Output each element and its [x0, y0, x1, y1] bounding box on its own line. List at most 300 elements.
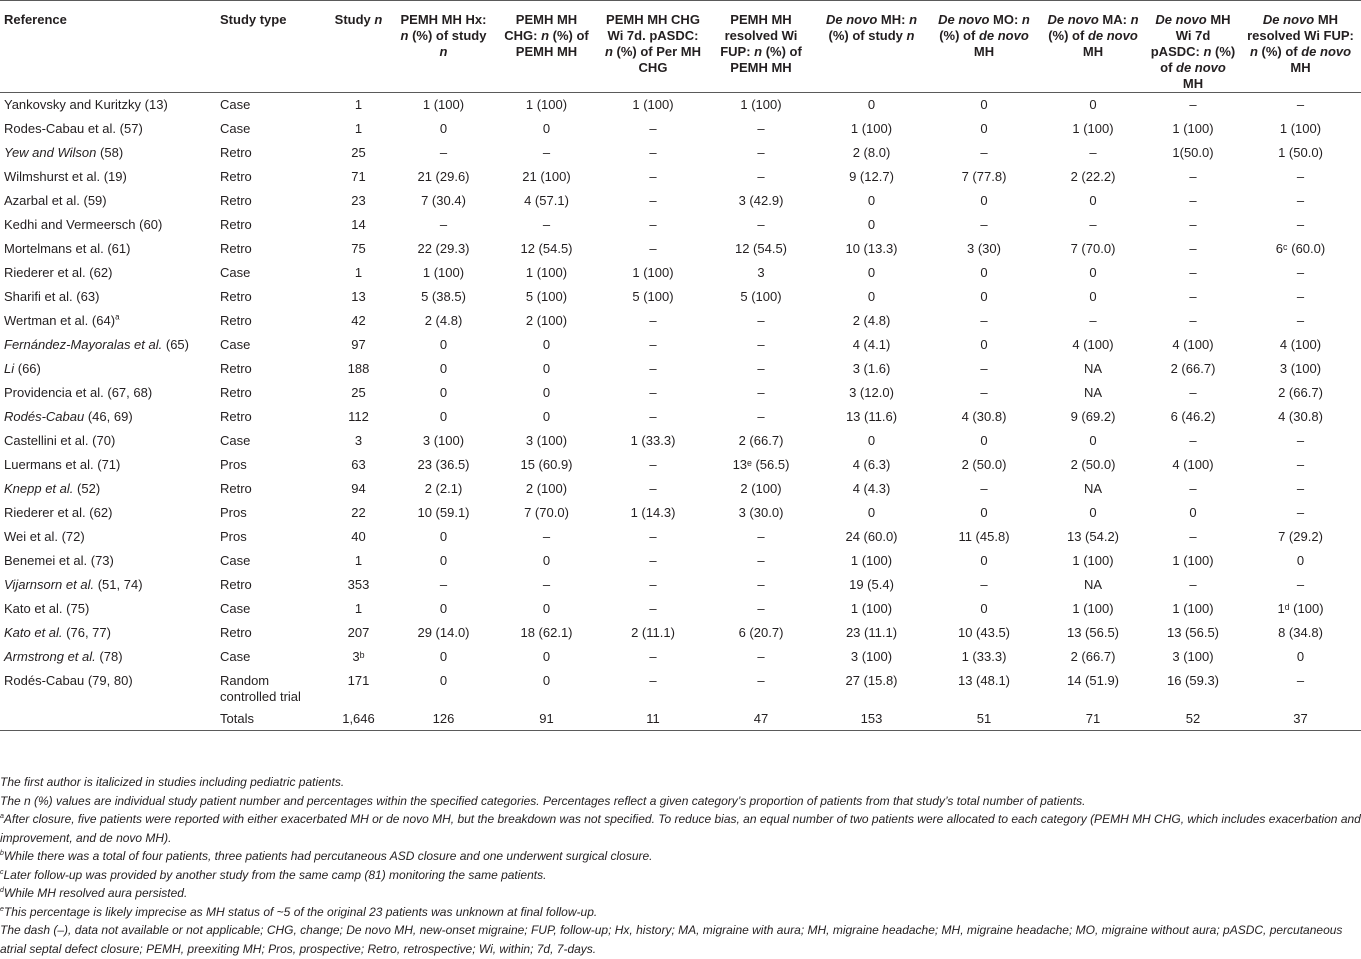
ref-paren: ( — [14, 360, 23, 376]
value-cell: – — [980, 144, 988, 160]
citation-number: 58 — [104, 144, 119, 160]
ref-paren: ) — [147, 384, 153, 400]
value-cell: – — [1189, 576, 1197, 592]
footnote — [0, 847, 1361, 866]
value-cell: 1 (100) — [1279, 120, 1322, 136]
author-name: Kedhi and Vermeersch — [4, 216, 136, 232]
totals-row — [0, 709, 1361, 731]
total-value-cell: 51 — [928, 709, 1040, 731]
author-name: Benemei et al. — [4, 552, 88, 568]
ref-paren: ) — [118, 648, 123, 664]
value-cell: 0 — [542, 120, 551, 136]
study-type-cell: Retro — [220, 168, 252, 184]
value-cell: 0 — [867, 432, 876, 448]
value-cell: 2 (66.7) — [1278, 384, 1323, 400]
value-cell: 0 — [439, 528, 448, 544]
value-cell: 1 (100) — [1172, 600, 1214, 616]
value-cell: 1 (14.3) — [630, 504, 676, 520]
total-value-cell: 1,646 — [324, 709, 393, 731]
value-cell: 1 — [354, 96, 363, 112]
value-cell: 13ᵉ (56.5) — [732, 456, 790, 472]
value-cell: 1 (100) — [740, 96, 782, 112]
footnote-text: The n (%) values are individual study patient number and percentages within the specified categories. Percentages reflect a given category’s proportion of patients from that study’s total number of patients. — [0, 793, 1086, 808]
value-cell: – — [1189, 264, 1197, 280]
value-cell: – — [649, 168, 657, 184]
value-cell: – — [757, 648, 765, 664]
study-type-cell: Retro — [220, 144, 252, 160]
column-header-text: (%) of — [1160, 44, 1236, 75]
value-cell: 21 (29.6) — [417, 168, 470, 184]
ref-paren: ( — [103, 384, 112, 400]
value-cell: 9 (69.2) — [1070, 408, 1116, 424]
value-cell: 207 — [347, 624, 370, 640]
value-cell: 2 (4.8) — [424, 312, 463, 328]
value-cell: 3 (30) — [967, 240, 1001, 256]
value-cell: – — [1189, 168, 1197, 184]
value-cell: 0 — [439, 384, 448, 400]
value-cell: – — [757, 120, 765, 136]
value-cell: – — [649, 648, 657, 664]
value-cell: 2 (50.0) — [961, 456, 1007, 472]
reference-cell — [0, 309, 216, 333]
value-cell: 1 (100) — [525, 264, 568, 280]
column-header-text: (%) of — [1257, 44, 1302, 59]
value-cell: 0 — [542, 336, 551, 352]
column-header-text: De novo — [825, 12, 878, 27]
footnote — [0, 884, 1361, 903]
value-cell: – — [1089, 144, 1097, 160]
table-row — [0, 141, 1361, 165]
column-header-text: De novo — [1047, 12, 1099, 27]
value-cell: – — [542, 576, 551, 592]
table-row — [0, 501, 1361, 525]
column-header-text: n — [1130, 12, 1139, 27]
study-type-cell: Retro — [220, 312, 252, 328]
study-type-cell: Case — [220, 600, 251, 616]
ref-paren: ( — [84, 672, 93, 688]
table-row — [0, 669, 1361, 709]
ref-paren: ( — [88, 312, 97, 328]
ref-paren: ( — [162, 336, 171, 352]
citation-number: 62 — [93, 264, 109, 280]
value-cell: 0 — [439, 552, 448, 568]
value-cell: – — [649, 480, 657, 496]
column-header-text: MH — [1182, 76, 1204, 91]
ref-paren: ( — [57, 528, 66, 544]
ref-paren: ( — [85, 264, 94, 280]
value-cell: 0 — [542, 408, 551, 424]
value-cell: – — [542, 144, 551, 160]
footnote-letter: d — [0, 887, 4, 894]
value-cell: 1 (100) — [850, 552, 893, 568]
value-cell: 1 (100) — [1072, 552, 1114, 568]
footnote — [0, 921, 1361, 958]
value-cell: – — [757, 384, 765, 400]
column-header-text: de novo — [1087, 28, 1138, 43]
table-row — [0, 525, 1361, 549]
author-name: Rodes-Cabau et al. — [4, 120, 117, 136]
citation-number: 46, 69 — [92, 408, 129, 424]
study-type-cell: Pros — [220, 504, 247, 520]
value-cell: 4 (100) — [1279, 336, 1322, 352]
ref-paren: ) — [128, 672, 133, 688]
table-header — [0, 1, 1361, 93]
value-cell: 3 (12.0) — [849, 384, 894, 400]
value-cell: 13 — [351, 288, 366, 304]
column-header-text: Study type — [220, 12, 287, 27]
value-cell: 0 — [1296, 552, 1305, 568]
ref-paren: ( — [87, 552, 96, 568]
totals-blank — [0, 709, 216, 731]
column-header-text: n — [374, 12, 383, 27]
value-cell: 9 (12.7) — [849, 168, 894, 184]
ref-paren: ( — [103, 240, 112, 256]
column-header-text: PEMH MH CHG: — [504, 12, 578, 43]
study-type-cell: Retro — [220, 216, 252, 232]
footnote — [0, 773, 1361, 792]
column-header-text: n — [541, 28, 550, 43]
total-value-cell: 153 — [815, 709, 928, 731]
value-cell: 1 (100) — [1172, 552, 1214, 568]
value-cell: 3 (1.6) — [852, 360, 891, 376]
ref-paren: ) — [110, 432, 116, 448]
value-cell: 0 — [1296, 648, 1305, 664]
value-cell: – — [649, 552, 657, 568]
table-row — [0, 645, 1361, 669]
table-row — [0, 357, 1361, 381]
value-cell: 15 (60.9) — [520, 456, 573, 472]
value-cell: 3 (100) — [1172, 648, 1214, 664]
value-cell: – — [757, 216, 765, 232]
author-name: Wertman et al. — [4, 312, 89, 328]
value-cell: – — [542, 528, 551, 544]
ref-paren: ) — [184, 336, 190, 352]
ref-paren: ) — [110, 312, 116, 328]
study-type-cell: Case — [220, 432, 251, 448]
total-value-cell: 47 — [707, 709, 815, 731]
value-cell: – — [757, 600, 765, 616]
value-cell: – — [439, 576, 448, 592]
column-header-text: n — [754, 44, 763, 59]
table-footnotes — [0, 773, 1361, 958]
column-header-text: de novo — [978, 28, 1029, 43]
table-row — [0, 261, 1361, 285]
value-cell: 2 (8.0) — [852, 144, 891, 160]
value-cell: 0 — [980, 192, 988, 208]
value-cell: 0 — [542, 648, 551, 664]
value-cell: 0 — [439, 648, 448, 664]
value-cell: – — [649, 576, 657, 592]
ref-paren: ) — [126, 240, 131, 256]
value-cell: 25 — [351, 384, 366, 400]
value-cell: 12 (54.5) — [734, 240, 788, 256]
study-type-cell: Retro — [220, 192, 252, 208]
reference-cell — [0, 501, 216, 525]
column-header — [216, 1, 324, 93]
value-cell: 3 (100) — [850, 648, 893, 664]
column-header-text: MH — [973, 44, 995, 59]
column-header-text: (%) of PEMH MH — [730, 44, 802, 75]
value-cell: 7 (77.8) — [961, 168, 1007, 184]
value-cell: – — [1296, 216, 1305, 232]
value-cell: 1 (100) — [1072, 120, 1114, 136]
author-name: Rodés-Cabau — [4, 672, 85, 688]
value-cell: 29 (14.0) — [417, 624, 470, 640]
author-name: Yew and Wilson — [4, 144, 97, 160]
column-header-text: (%) of — [1048, 28, 1088, 43]
table-row — [0, 429, 1361, 453]
study-type-cell: Case — [220, 336, 251, 352]
ref-paren: ) — [122, 168, 127, 184]
value-cell: – — [1089, 312, 1097, 328]
ref-paren: ( — [62, 624, 71, 640]
value-cell: 0 — [980, 552, 988, 568]
value-cell: 0 — [1089, 96, 1097, 112]
value-cell: 8 (34.8) — [1278, 624, 1323, 640]
column-header — [324, 1, 393, 93]
column-header — [928, 1, 1040, 93]
reference-cell — [0, 405, 216, 429]
value-cell: 5 (38.5) — [421, 288, 466, 304]
footnote — [0, 903, 1361, 922]
value-cell: – — [1296, 288, 1305, 304]
value-cell: 0 — [542, 384, 551, 400]
value-cell: 0 — [867, 288, 876, 304]
value-cell: 0 — [542, 672, 551, 688]
total-value-cell: 52 — [1146, 709, 1240, 731]
author-name: Azarbal et al. — [4, 192, 80, 208]
value-cell: – — [1296, 480, 1305, 496]
value-cell: – — [542, 216, 551, 232]
footnote-letter: c — [0, 868, 4, 876]
author-name: Sharifi et al. — [4, 288, 73, 304]
ref-paren: ) — [109, 552, 114, 568]
value-cell: NA — [1083, 360, 1103, 376]
value-cell: 14 — [351, 216, 366, 232]
footnote-text: The dash (–), data not available or not applicable; CHG, change; De novo MH, new-onset migraine; FUP, follow-up; Hx, history; MA, migraine with aura; MH, migraine headache; MH, migraine headache; MO, migraine without aura; pASDC, percutaneous atrial septal defect closure; PEMH, preexiting MH; Pros, prospective; Retro, retrospective; Wi, within; 7d, 7-days. — [0, 923, 1343, 956]
value-cell: 3 (100) — [525, 432, 568, 448]
citation-number: 61 — [111, 240, 127, 256]
ref-paren: ( — [88, 432, 97, 448]
value-cell: 23 (11.1) — [845, 624, 898, 640]
value-cell: – — [757, 168, 765, 184]
value-cell: 5 (100) — [632, 288, 674, 304]
value-cell: 13 (54.2) — [1066, 528, 1120, 544]
value-cell: 0 — [980, 336, 988, 352]
value-cell: 0 — [980, 432, 988, 448]
citation-number: 59 — [87, 192, 103, 208]
value-cell: 7 (70.0) — [1070, 240, 1116, 256]
citation-number: 79, 80 — [92, 672, 129, 688]
column-header-text: PEMH MH Hx: — [400, 12, 487, 27]
value-cell: – — [649, 192, 657, 208]
study-type-cell: Case — [220, 648, 251, 664]
ref-paren: ) — [80, 528, 85, 544]
ref-paren: ( — [95, 648, 104, 664]
column-header-text: (%) of PEMH MH — [515, 28, 589, 59]
value-cell: 3 (100) — [422, 432, 465, 448]
value-cell: 0 — [980, 96, 988, 112]
reference-cell — [0, 477, 216, 501]
value-cell: 5 (100) — [525, 288, 568, 304]
ref-paren: ) — [138, 120, 143, 136]
column-header-text: PEMH MH CHG Wi 7d. pASDC: — [606, 12, 700, 43]
citation-number: 73 — [95, 552, 110, 568]
reference-cell — [0, 189, 216, 213]
value-cell: 0 — [1089, 432, 1097, 448]
reference-cell — [0, 213, 216, 237]
value-cell: – — [757, 672, 765, 688]
reference-cell — [0, 645, 216, 669]
ref-paren: ) — [118, 144, 124, 160]
value-cell: – — [757, 528, 765, 544]
column-header-text: de novo — [1301, 44, 1352, 59]
value-cell: 5 (100) — [740, 288, 782, 304]
table-row — [0, 93, 1361, 117]
author-name: Mortelmans et al. — [4, 240, 104, 256]
value-cell: 7 (30.4) — [421, 192, 466, 208]
footnote-letter: b — [0, 850, 4, 857]
value-cell: – — [1296, 432, 1305, 448]
table-row — [0, 165, 1361, 189]
study-type-cell: Retro — [220, 288, 252, 304]
value-cell: 24 (60.0) — [845, 528, 898, 544]
author-name: Wilmshurst et al. — [4, 168, 101, 184]
value-cell: 2 (100) — [740, 480, 782, 496]
reference-cell — [0, 141, 216, 165]
value-cell: 4 (30.8) — [961, 408, 1007, 424]
column-header-text: De novo — [1262, 12, 1315, 27]
citation-number: 63 — [80, 288, 96, 304]
value-cell: 171 — [347, 672, 370, 688]
ref-paren: ( — [84, 408, 93, 424]
value-cell: 6 (46.2) — [1170, 408, 1216, 424]
citation-number: 72 — [65, 528, 81, 544]
totals-label: Totals — [216, 709, 324, 731]
value-cell: 0 — [867, 504, 876, 520]
value-cell: – — [757, 144, 765, 160]
column-header-text: De novo — [938, 12, 990, 27]
value-cell: 2 (100) — [525, 312, 568, 328]
total-value-cell: 71 — [1040, 709, 1146, 731]
table-row — [0, 381, 1361, 405]
citation-number: 65 — [170, 336, 185, 352]
column-header — [1040, 1, 1146, 93]
column-header-text: MA: — [1098, 12, 1131, 27]
author-name: Kato et al. — [4, 600, 63, 616]
value-cell: 7 (70.0) — [524, 504, 569, 520]
study-type-cell: Pros — [220, 528, 247, 544]
column-header-text: MH resolved Wi FUP: — [1247, 12, 1354, 43]
value-cell: 0 — [1089, 288, 1097, 304]
ref-paren: ) — [138, 576, 143, 592]
citation-number: 66 — [22, 360, 37, 376]
value-cell: 0 — [980, 504, 988, 520]
column-header — [815, 1, 928, 93]
value-cell: NA — [1083, 576, 1103, 592]
value-cell: 71 — [351, 168, 366, 184]
column-header-text: n — [906, 28, 915, 43]
table-row — [0, 333, 1361, 357]
citation-number: 51, 74 — [102, 576, 139, 592]
study-type-cell: Case — [220, 96, 251, 112]
value-cell: 1 (33.3) — [961, 648, 1007, 664]
value-cell: 0 — [980, 600, 988, 616]
table-row — [0, 573, 1361, 597]
ref-paren: ( — [72, 288, 81, 304]
footnote — [0, 810, 1361, 847]
value-cell: – — [1296, 96, 1305, 112]
value-cell: – — [1296, 264, 1305, 280]
ref-paren: ( — [96, 144, 105, 160]
author-name: Yankovsky and Kuritzky — [4, 96, 142, 112]
reference-cell — [0, 453, 216, 477]
author-name: Wei et al. — [4, 528, 58, 544]
citation-number: 70 — [96, 432, 111, 448]
value-cell: – — [757, 312, 765, 328]
value-cell: 3 (100) — [1279, 360, 1322, 376]
value-cell: 4 (4.1) — [852, 336, 891, 352]
value-cell: – — [1189, 192, 1197, 208]
citation-number: 52 — [81, 480, 96, 496]
table-row — [0, 117, 1361, 141]
study-type-cell: Retro — [220, 576, 252, 592]
value-cell: 0 — [867, 264, 876, 280]
column-header — [1146, 1, 1240, 93]
study-type-cell: Retro — [220, 360, 252, 376]
value-cell: 12 (54.5) — [520, 240, 573, 256]
value-cell: 0 — [867, 216, 876, 232]
total-value-cell: 11 — [599, 709, 707, 731]
value-cell: – — [649, 120, 657, 136]
column-header — [494, 1, 599, 93]
value-cell: 2 (4.8) — [852, 312, 891, 328]
value-cell: – — [980, 576, 988, 592]
footnote-text: The first author is italicized in studies including pediatric patients. — [0, 775, 345, 789]
value-cell: – — [1189, 480, 1197, 496]
ref-paren: ) — [157, 216, 163, 232]
value-cell: 1 — [354, 600, 363, 616]
value-cell: 4 (6.3) — [852, 456, 891, 472]
ref-paren: ( — [135, 216, 144, 232]
value-cell: – — [439, 216, 448, 232]
value-cell: 4 (30.8) — [1278, 408, 1323, 424]
citation-number: 64 — [96, 312, 111, 328]
value-cell: 7 (29.2) — [1278, 528, 1323, 544]
ref-paren: ) — [128, 408, 133, 424]
ref-paren: ( — [116, 120, 124, 136]
value-cell: – — [649, 528, 657, 544]
author-name: Rodés-Cabau — [4, 408, 85, 424]
column-header-text: MO: — [989, 12, 1022, 27]
column-header-text: Reference — [4, 12, 67, 27]
reference-cell — [0, 165, 216, 189]
value-cell: 4 (100) — [1172, 456, 1214, 472]
table-row — [0, 453, 1361, 477]
reference-cell — [0, 117, 216, 141]
value-cell: 4 (100) — [1072, 336, 1114, 352]
author-name: Castellini et al. — [4, 432, 89, 448]
value-cell: 16 (59.3) — [1166, 672, 1220, 688]
value-cell: 0 — [439, 408, 448, 424]
value-cell: – — [1296, 312, 1305, 328]
value-cell: 6ᶜ (60.0) — [1275, 240, 1326, 256]
reference-cell — [0, 669, 216, 709]
author-name: Providencia et al. — [4, 384, 104, 400]
table-row — [0, 213, 1361, 237]
value-cell: 0 — [439, 336, 448, 352]
value-cell: 4 (4.3) — [852, 480, 891, 496]
